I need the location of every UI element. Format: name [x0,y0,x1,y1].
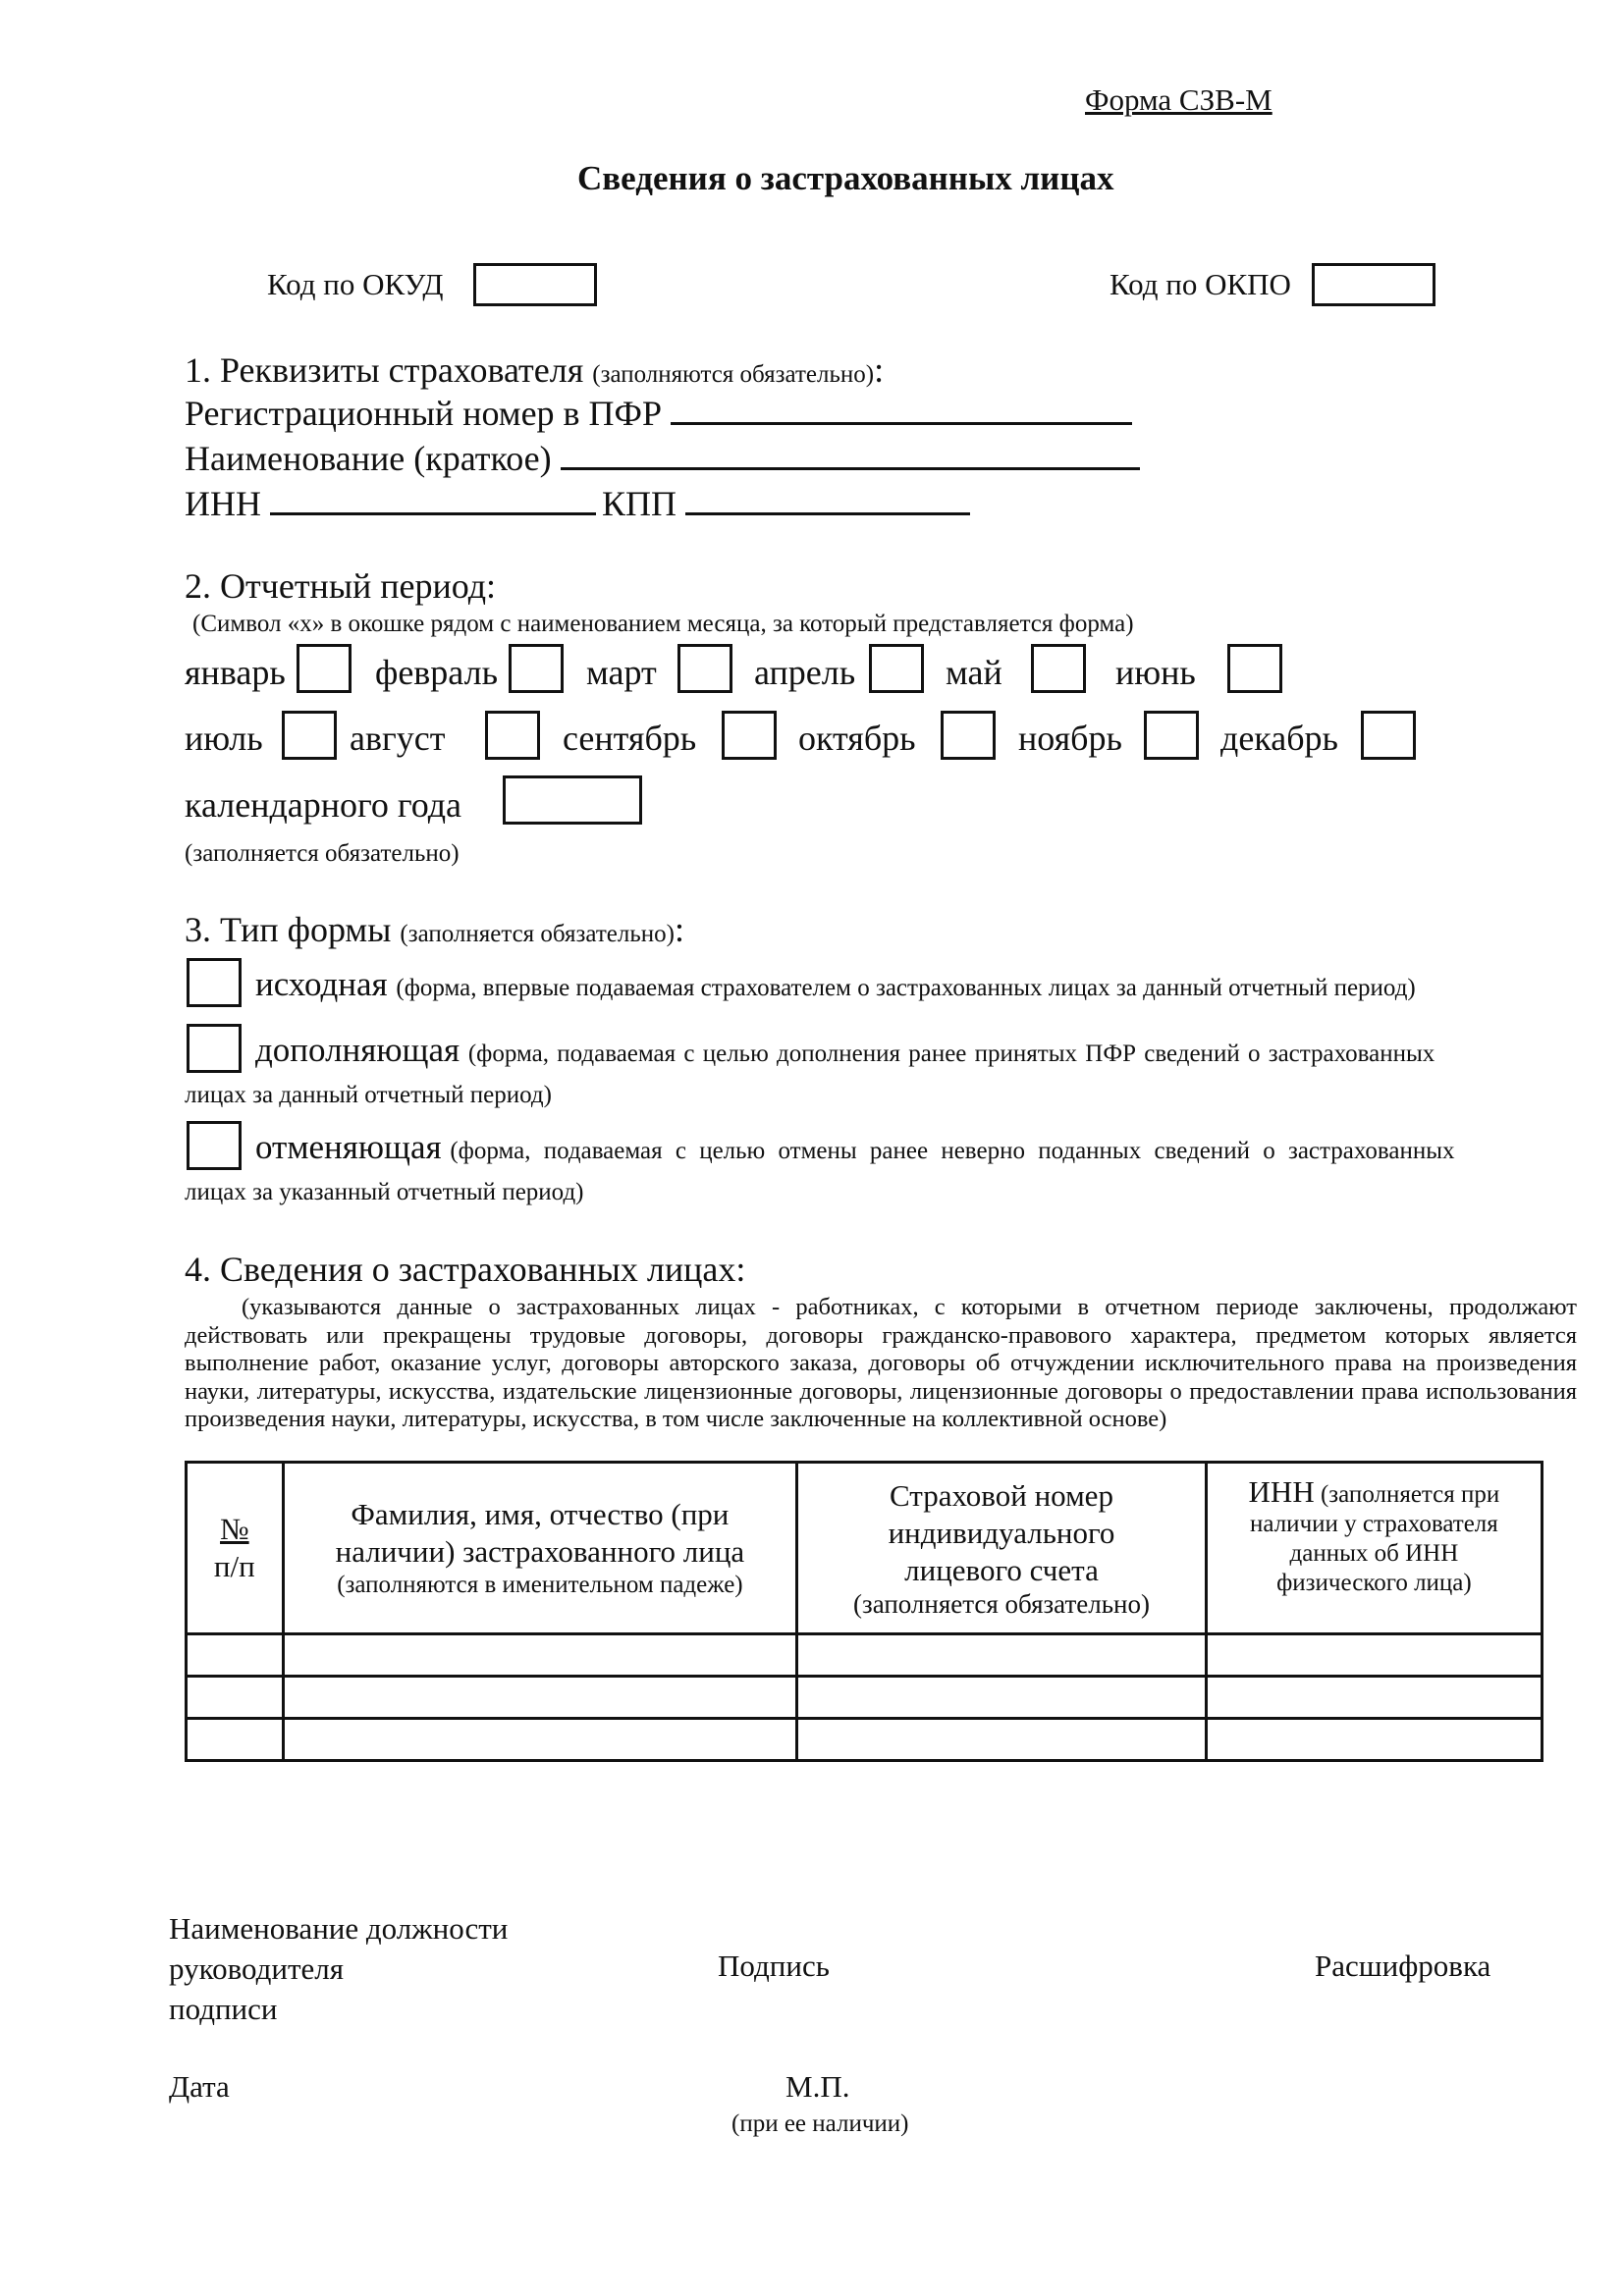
month-checkbox-nov[interactable] [1144,711,1199,760]
form-type-cancel-label: отменяющая [255,1128,442,1166]
okpo-label: Код по ОКПО [1110,267,1291,301]
cell-snils[interactable] [797,1677,1207,1719]
form-type-checkbox-original[interactable] [187,958,242,1007]
cell-fullname[interactable] [283,1634,797,1677]
month-label-may: май [946,653,1002,692]
col-header-inn-text: ИНН (заполняется при наличии у страхователя данных об ИНН физического лица) [1248,1474,1500,1596]
name-row [185,438,1140,479]
form-code: Форма СЗВ-М [1085,82,1272,117]
month-label-jan: январь [185,653,286,692]
colon: : [874,350,885,390]
col-header-fullname [283,1463,797,1634]
section2-note: (Символ «х» в окошке рядом с наименованием месяца, за который представляется форма) [192,611,1134,637]
month-checkbox-mar[interactable] [677,644,732,693]
decoding-label: Расшифровка [1315,1949,1491,1983]
month-label-apr: апрель [754,653,856,692]
year-note: (заполняется обязательно) [185,840,460,867]
inn-field[interactable] [270,483,596,515]
kpp-label: КПП [602,484,677,523]
table-row [187,1634,1543,1677]
month-checkbox-jul[interactable] [282,711,337,760]
section2-heading: 2. Отчетный период: [185,566,497,606]
stamp-note: (при ее наличии) [731,2110,909,2137]
section1-heading [185,349,884,391]
year-field[interactable] [503,775,642,825]
form-type-checkbox-cancel[interactable] [187,1121,242,1170]
col-header-number [187,1463,284,1634]
position-label [169,1908,508,2029]
col-header-snils [797,1463,1207,1634]
cell-number[interactable] [187,1677,284,1719]
okpo-field[interactable] [1312,263,1435,306]
month-checkbox-oct[interactable] [941,711,996,760]
month-checkbox-sep[interactable] [722,711,777,760]
month-checkbox-dec[interactable] [1361,711,1416,760]
form-type-cancel-desc-cont: лицах за указанный отчетный период) [185,1179,584,1205]
month-label-feb: февраль [375,653,498,692]
cell-snils[interactable] [797,1719,1207,1761]
position-label-line3: подписи [169,1992,278,2026]
form-type-original-desc: (форма, впервые подаваемая страхователем о застрахованных лицах за данный отчетный период) [396,975,1416,1001]
position-label-line1: Наименование должности [169,1911,509,1946]
col-header-snils-sub: (заполняется обязательно) [853,1589,1150,1619]
table-header-row [187,1463,1543,1634]
form-type-supplementary-desc: (форма, подаваемая с целью дополнения ранее принятых ПФР сведений о застрахованных [467,1041,1435,1067]
cell-fullname[interactable] [283,1677,797,1719]
month-checkbox-jan[interactable] [297,644,352,693]
page-title: Сведения о застрахованных лицах [577,159,1114,197]
section4-note: (указываются данные о застрахованных лицах - работниках, с которыми в отчетном периоде заключены, продолжают действовать или прекращены трудовые договоры, договоры гражданско-правового характера, предметом которых является выполнение работ, оказание услуг, договоры авторского заказа, договоры об отчуждении исключительного права на произведения науки, литературы, искусства, издательские лицензионные договоры, лицензионные договоры о предоставлении права использования произведения науки, литературы, искусства, в том числе заключенные на коллективной основе) [185,1294,1577,1432]
month-label-dec: декабрь [1220,719,1338,758]
form-type-checkbox-supplementary[interactable] [187,1024,242,1073]
section1-heading-text: 1. Реквизиты страхователя [185,350,584,390]
col-header-number-main: № [220,1512,249,1546]
date-label: Дата [169,2069,230,2104]
form-type-cancel [255,1128,1455,1167]
month-checkbox-apr[interactable] [869,644,924,693]
cell-snils[interactable] [797,1634,1207,1677]
reg-number-field[interactable] [671,393,1132,425]
month-checkbox-jun[interactable] [1227,644,1282,693]
month-label-mar: март [586,653,657,692]
section3-heading [185,909,684,950]
position-label-line2: руководителя [169,1951,345,1986]
col-header-snils-main: Страховой номер индивидуального лицевого счета [888,1478,1115,1587]
cell-number[interactable] [187,1719,284,1761]
section1-note: (заполняются обязательно) [592,361,875,388]
month-checkbox-aug[interactable] [485,711,540,760]
cell-inn[interactable] [1206,1719,1542,1761]
section3-note: (заполняется обязательно) [400,921,675,947]
cell-inn[interactable] [1206,1677,1542,1719]
cell-inn[interactable] [1206,1634,1542,1677]
reg-number-label: Регистрационный номер в ПФР [185,394,662,433]
month-label-sep: сентябрь [563,719,697,758]
col-header-fullname-main: Фамилия, имя, отчество (при наличии) застрахованного лица [335,1497,745,1569]
section4-heading: 4. Сведения о застрахованных лицах: [185,1250,746,1289]
inn-kpp-row [185,483,970,524]
col-header-fullname-sub: (заполняются в именительном падеже) [337,1572,743,1598]
reg-number-row [185,393,1132,434]
month-label-nov: ноябрь [1018,719,1122,758]
table-row [187,1677,1543,1719]
table-row [187,1719,1543,1761]
cell-number[interactable] [187,1634,284,1677]
insured-persons-table [185,1461,1543,1762]
form-type-cancel-desc: (форма, подаваемая с целью отмены ранее неверно поданных сведений о застрахованных [450,1138,1455,1164]
month-checkbox-feb[interactable] [509,644,564,693]
stamp-label: М.П. [785,2069,850,2104]
month-label-aug: август [350,719,446,758]
month-label-jun: июнь [1115,653,1196,692]
section3-heading-text: 3. Тип формы [185,910,392,949]
okud-label: Код по ОКУД [267,267,444,301]
inn-label: ИНН [185,484,261,523]
form-type-supplementary [255,1031,1577,1070]
kpp-field[interactable] [685,483,970,515]
signature-label: Подпись [718,1949,830,1983]
colon: : [674,910,684,949]
form-type-supplementary-label: дополняющая [255,1031,460,1069]
name-label: Наименование (краткое) [185,439,552,478]
form-type-original-label: исходная [255,965,388,1003]
form-type-original [255,965,1416,1004]
month-label-jul: июль [185,719,263,758]
col-header-inn [1206,1463,1542,1634]
name-field[interactable] [561,438,1140,470]
col-header-number-sub: п/п [213,1549,255,1583]
okud-field[interactable] [473,263,597,306]
year-label: календарного года [185,785,462,825]
month-checkbox-may[interactable] [1031,644,1086,693]
form-type-supplementary-desc-cont: лицах за данный отчетный период) [185,1082,552,1108]
month-label-oct: октябрь [798,719,916,758]
cell-fullname[interactable] [283,1719,797,1761]
